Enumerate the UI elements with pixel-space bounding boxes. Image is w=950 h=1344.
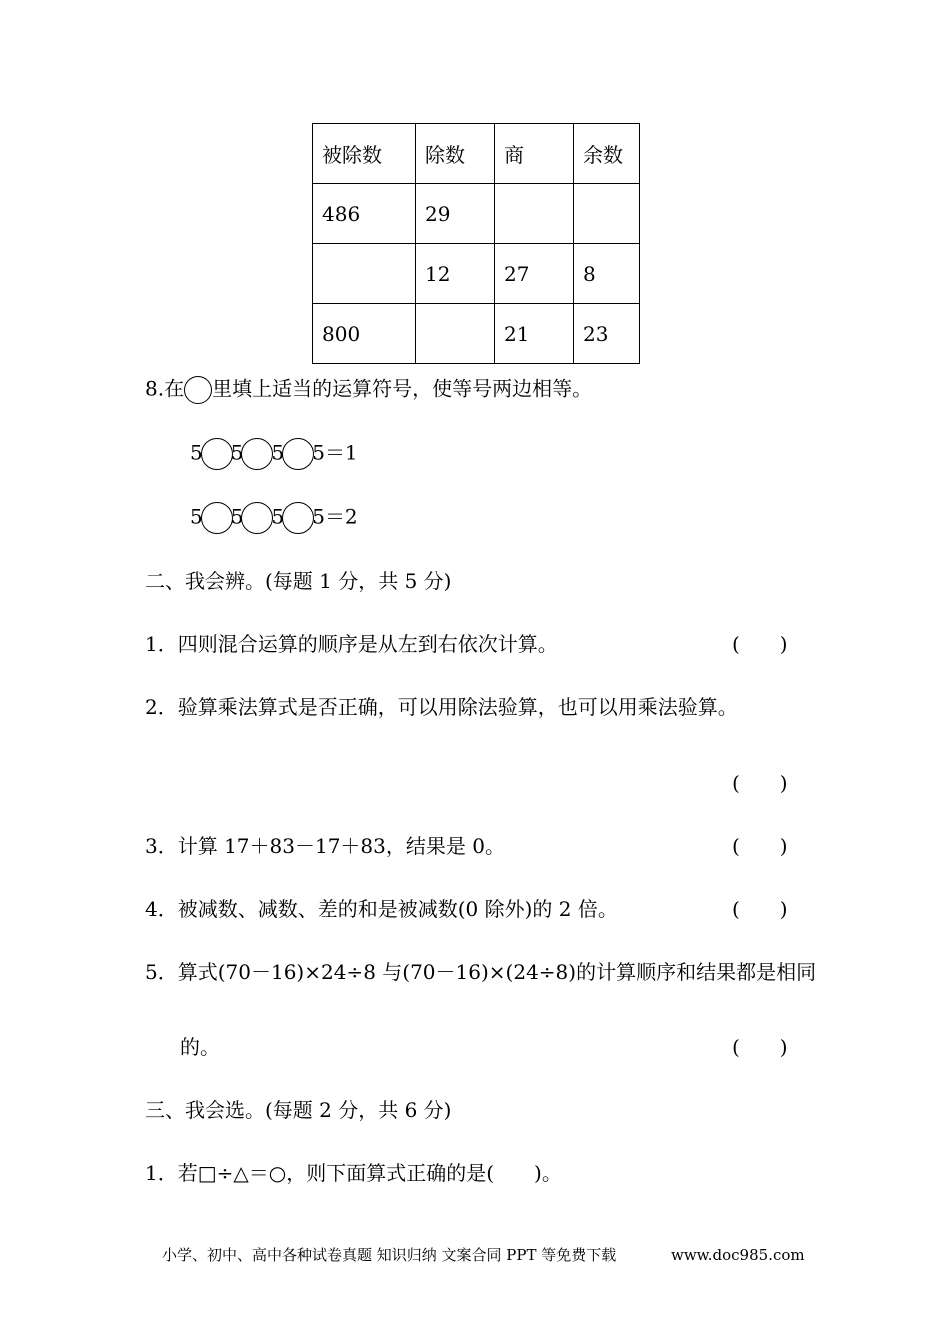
table-row	[313, 244, 640, 304]
judge-item-3: 3．计算 17＋83－17＋83，结果是 0。	[145, 834, 505, 858]
table-cell	[313, 244, 416, 304]
judge-item-4: 4．被减数、减数、差的和是被减数(0 除外)的 2 倍。	[145, 897, 618, 921]
equation-1	[190, 438, 358, 470]
operator-blank-2[interactable]	[241, 502, 273, 534]
header-remainder: 余数	[574, 124, 640, 184]
equation-result: ＝2	[324, 504, 358, 529]
table-cell: 21	[495, 304, 574, 364]
division-table	[312, 123, 640, 364]
operator-blank-1[interactable]	[201, 438, 233, 470]
footer-url[interactable]: www.doc985.com	[671, 1246, 805, 1264]
operand: 5	[312, 504, 325, 529]
answer-paren[interactable]: ( )	[732, 632, 788, 656]
table-row	[313, 184, 640, 244]
answer-paren[interactable]: ( )	[732, 897, 788, 921]
operand: 5	[271, 440, 285, 465]
operand: 5	[312, 440, 325, 465]
table-cell	[495, 184, 574, 244]
table-cell: 800	[313, 304, 416, 364]
table-cell	[574, 184, 640, 244]
footer-text: 小学、初中、高中各种试卷真题 知识归纳 文案合同 PPT 等免费下载	[162, 1246, 617, 1264]
equation-2	[190, 502, 358, 534]
table-cell: 8	[574, 244, 640, 304]
answer-paren[interactable]: ( )	[732, 834, 788, 858]
operand: 5	[190, 440, 203, 465]
header-dividend: 被除数	[313, 124, 416, 184]
operator-blank-3[interactable]	[282, 438, 314, 470]
equation-result: ＝1	[324, 440, 358, 465]
judge-item-5: 5．算式(70－16)×24÷8 与(70－16)×(24÷8)的计算顺序和结果都是相同	[145, 960, 817, 984]
question-8	[145, 376, 592, 404]
judge-item-5-cont: 的。	[180, 1035, 220, 1059]
section-3-title: 三、我会选。(每题 2 分，共 6 分)	[145, 1098, 452, 1122]
choice-item-1: 1．若□÷△＝○，则下面算式正确的是( )。	[145, 1161, 562, 1185]
section-2-title: 二、我会辨。(每题 1 分，共 5 分)	[145, 569, 452, 593]
table-cell: 27	[495, 244, 574, 304]
operand: 5	[230, 504, 244, 529]
operator-blank-3[interactable]	[282, 502, 314, 534]
header-divisor: 除数	[416, 124, 495, 184]
table-cell	[416, 304, 495, 364]
judge-item-1: 1．四则混合运算的顺序是从左到右依次计算。	[145, 632, 558, 656]
operator-blank-1[interactable]	[201, 502, 233, 534]
judge-item-2: 2．验算乘法算式是否正确，可以用除法验算，也可以用乘法验算。	[145, 695, 738, 719]
header-quotient: 商	[495, 124, 574, 184]
answer-paren[interactable]: ( )	[732, 1035, 788, 1059]
table-row	[313, 304, 640, 364]
table-header-row	[313, 124, 640, 184]
table-cell: 486	[313, 184, 416, 244]
answer-paren[interactable]: ( )	[732, 771, 788, 795]
operand: 5	[271, 504, 285, 529]
table-cell: 29	[416, 184, 495, 244]
operator-blank-2[interactable]	[241, 438, 273, 470]
q8-prefix: 8.在	[145, 376, 185, 401]
table-cell: 12	[416, 244, 495, 304]
circle-blank-icon	[184, 376, 212, 404]
operand: 5	[190, 504, 203, 529]
q8-suffix: 里填上适当的运算符号，使等号两边相等。	[212, 376, 593, 401]
operand: 5	[230, 440, 244, 465]
table-cell: 23	[574, 304, 640, 364]
